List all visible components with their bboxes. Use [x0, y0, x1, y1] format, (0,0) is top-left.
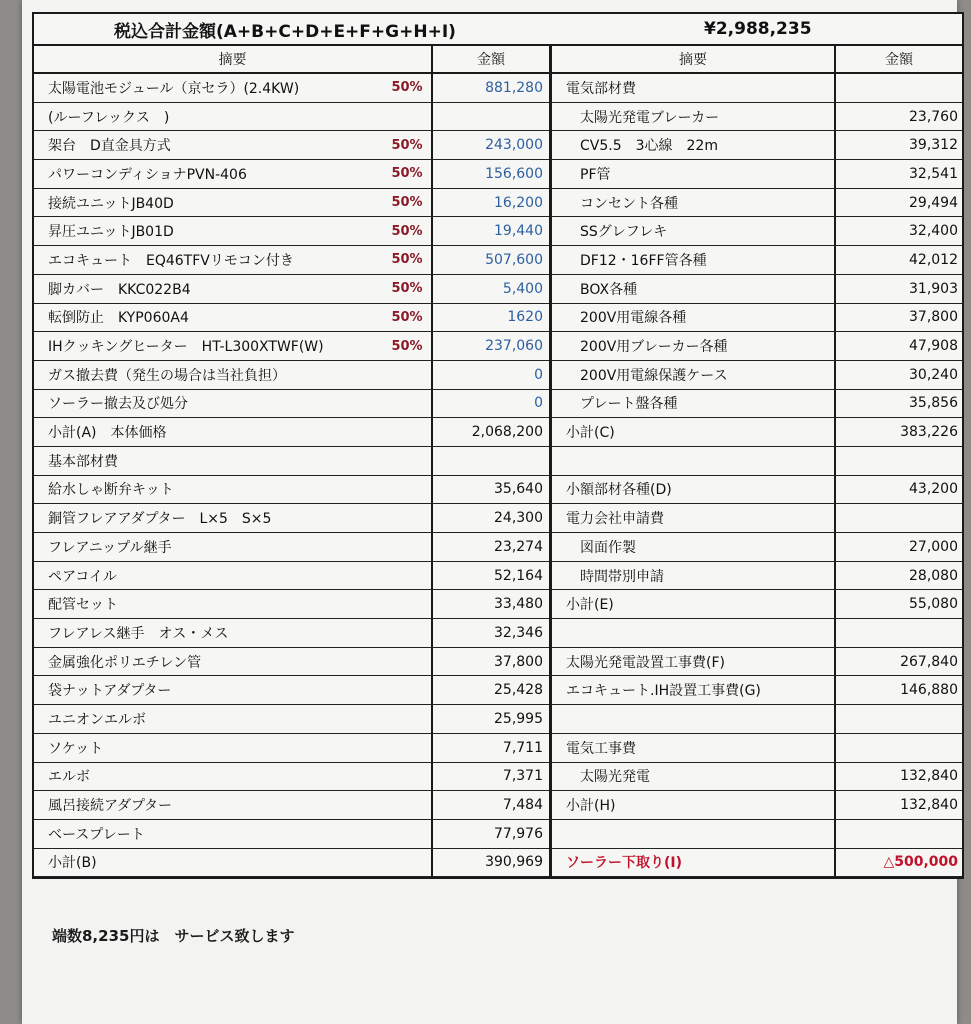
- item-amount: [834, 447, 962, 475]
- item-description: 風呂接続アダプター: [48, 798, 173, 815]
- table-row: [34, 533, 549, 562]
- table-row: [552, 763, 962, 792]
- table-row: [34, 676, 549, 705]
- table-row: [552, 418, 962, 447]
- right-column: [552, 46, 962, 877]
- total-label: 税込合計金額(A+B+C+D+E+F+G+H+I): [114, 21, 456, 42]
- item-amount: 27,000: [834, 533, 962, 561]
- item-amount: 267,840: [834, 648, 962, 676]
- item-description: 小計(E): [566, 597, 614, 614]
- discount-rate: 50%: [391, 137, 423, 153]
- item-amount: 881,280: [431, 74, 549, 102]
- item-description: ベースプレート: [48, 826, 145, 843]
- table-row: [34, 820, 549, 849]
- table-row: [552, 791, 962, 820]
- table-row: [552, 676, 962, 705]
- table-row: [552, 361, 962, 390]
- left-header-amount: 金額: [431, 46, 549, 72]
- item-description: 転倒防止 KYP060A4: [48, 310, 189, 327]
- table-row: [552, 820, 962, 849]
- item-amount: 77,976: [431, 820, 549, 848]
- item-description: 脚カバー KKC022B4: [48, 281, 191, 298]
- item-description: 小計(C): [566, 425, 615, 442]
- table-row: [34, 246, 549, 275]
- item-description: 200V用電線保護ケース: [580, 367, 728, 384]
- item-description: 太陽光発電: [580, 769, 650, 786]
- item-amount: 32,346: [431, 619, 549, 647]
- item-amount: 23,274: [431, 533, 549, 561]
- item-amount: [431, 447, 549, 475]
- table-row: [552, 246, 962, 275]
- table-row: [552, 504, 962, 533]
- item-amount: 1620: [431, 304, 549, 332]
- item-amount: 37,800: [431, 648, 549, 676]
- item-description: SSグレフレキ: [580, 224, 668, 241]
- table-row: [34, 189, 549, 218]
- item-description: 電気部材費: [566, 80, 636, 97]
- discount-rate: 50%: [391, 338, 423, 354]
- item-amount: 39,312: [834, 131, 962, 159]
- item-description: ソケット: [48, 740, 104, 757]
- item-amount: 7,484: [431, 791, 549, 819]
- item-amount: 0: [431, 361, 549, 389]
- item-description: DF12・16FF管各種: [580, 252, 707, 269]
- table-row: [34, 74, 549, 103]
- item-description: 小額部材各種(D): [566, 482, 672, 499]
- table-row: [552, 849, 962, 878]
- item-description: 金属強化ポリエチレン管: [48, 654, 202, 671]
- table-row: [34, 361, 549, 390]
- item-amount: 24,300: [431, 504, 549, 532]
- item-amount: 132,840: [834, 763, 962, 791]
- item-description: 電力会社申請費: [566, 511, 664, 528]
- item-amount: 55,080: [834, 590, 962, 618]
- right-header: [552, 46, 962, 74]
- discount-rate: 50%: [391, 281, 423, 297]
- item-description: 配管セット: [48, 597, 118, 614]
- discount-rate: 50%: [391, 166, 423, 182]
- table-row: [552, 304, 962, 333]
- left-header-desc: 摘要: [218, 52, 247, 68]
- discount-rate: 50%: [391, 309, 423, 325]
- table-row: [552, 217, 962, 246]
- item-description: 太陽光発電ブレーカー: [580, 109, 720, 126]
- item-amount: 32,541: [834, 160, 962, 188]
- discount-rate: 50%: [391, 223, 423, 239]
- discount-rate: 50%: [391, 195, 423, 211]
- item-amount: 25,995: [431, 705, 549, 733]
- item-amount: [431, 103, 549, 131]
- item-amount: 32,400: [834, 217, 962, 245]
- table-row: [552, 74, 962, 103]
- item-amount: 25,428: [431, 676, 549, 704]
- table-row: [552, 390, 962, 419]
- item-amount: 37,800: [834, 304, 962, 332]
- item-amount: 33,480: [431, 590, 549, 618]
- item-amount: 43,200: [834, 476, 962, 504]
- item-description: フレアレス継手 オス・メス: [48, 625, 229, 642]
- table-row: [552, 447, 962, 476]
- item-description: 電気工事費: [566, 740, 636, 757]
- item-description: 銅管フレアアダプター L×5 S×5: [48, 511, 272, 528]
- item-amount: 237,060: [431, 332, 549, 360]
- table-row: [34, 447, 549, 476]
- item-description: ペアコイル: [48, 568, 117, 585]
- item-amount: 132,840: [834, 791, 962, 819]
- table-row: [552, 533, 962, 562]
- table-row: [34, 103, 549, 132]
- item-amount: 16,200: [431, 189, 549, 217]
- title-row: [34, 14, 962, 46]
- item-description: 給水しゃ断弁キット: [48, 482, 174, 499]
- table-row: [34, 390, 549, 419]
- table-row: [552, 619, 962, 648]
- item-description: PF管: [580, 166, 611, 183]
- left-header: [34, 46, 549, 74]
- item-amount: 507,600: [431, 246, 549, 274]
- total-amount: ¥2,988,235: [704, 19, 812, 39]
- paper-sheet: [22, 0, 957, 1024]
- item-amount: 5,400: [431, 275, 549, 303]
- item-description: ガス撤去費（発生の場合は当社負担）: [48, 367, 286, 384]
- footer-note: 端数8,235円は サービス致します: [52, 927, 295, 945]
- item-amount: 2,068,200: [431, 418, 549, 446]
- table-row: [552, 734, 962, 763]
- table-row: [34, 734, 549, 763]
- item-description: 図面作製: [580, 539, 636, 556]
- discount-rate: 50%: [391, 252, 423, 268]
- table-row: [34, 332, 549, 361]
- item-amount: 30,240: [834, 361, 962, 389]
- item-amount: 390,969: [431, 849, 549, 877]
- item-amount: 31,903: [834, 275, 962, 303]
- table-row: [552, 648, 962, 677]
- right-header-desc: 摘要: [679, 52, 707, 68]
- item-amount: [834, 504, 962, 532]
- item-amount: [834, 705, 962, 733]
- item-description: 太陽光発電設置工事費(F): [566, 654, 725, 671]
- table-row: [34, 131, 549, 160]
- item-description: 太陽電池モジュール（京セラ）(2.4KW): [48, 80, 300, 97]
- table-row: [34, 619, 549, 648]
- item-amount: 29,494: [834, 189, 962, 217]
- item-amount: 383,226: [834, 418, 962, 446]
- item-amount: 7,371: [431, 763, 549, 791]
- table-row: [34, 562, 549, 591]
- table-row: [34, 849, 549, 878]
- item-amount: [834, 74, 962, 102]
- item-amount: 28,080: [834, 562, 962, 590]
- table-row: [552, 476, 962, 505]
- item-description: パワーコンディショナPVN-406: [48, 166, 247, 183]
- item-description: エルボ: [48, 769, 90, 786]
- item-amount: 156,600: [431, 160, 549, 188]
- item-description: BOX各種: [580, 281, 638, 298]
- table-row: [34, 217, 549, 246]
- item-description: コンセント各種: [580, 195, 678, 212]
- item-amount: [834, 619, 962, 647]
- item-amount: 35,640: [431, 476, 549, 504]
- item-description: 200V用ブレーカー各種: [580, 339, 728, 356]
- table-row: [34, 590, 549, 619]
- item-description: (ルーフレックス ): [48, 109, 170, 126]
- table-row: [552, 189, 962, 218]
- item-description: プレート盤各種: [580, 396, 678, 413]
- item-description: ユニオンエルボ: [48, 711, 146, 728]
- item-description: 基本部材費: [48, 453, 118, 470]
- item-amount: 23,760: [834, 103, 962, 131]
- item-description: 小計(B): [48, 855, 97, 872]
- item-description: CV5.5 3心線 22m: [580, 138, 718, 155]
- item-description: 接続ユニットJB40D: [48, 195, 174, 212]
- right-header-amount: 金額: [834, 46, 962, 72]
- item-description: フレアニップル継手: [48, 539, 172, 556]
- item-amount: 7,711: [431, 734, 549, 762]
- table-row: [34, 304, 549, 333]
- item-description: 袋ナットアダプター: [48, 683, 172, 700]
- item-description: ソーラー撤去及び処分: [48, 396, 188, 413]
- item-description: IHクッキングヒーター HT-L300XTWF(W): [48, 339, 324, 356]
- item-amount: 146,880: [834, 676, 962, 704]
- estimate-table: [32, 12, 964, 879]
- item-amount: △500,000: [834, 849, 962, 877]
- item-description: 200V用電線各種: [580, 310, 687, 327]
- table-row: [552, 332, 962, 361]
- table-row: [552, 562, 962, 591]
- item-description: 架台 D直金具方式: [48, 138, 171, 155]
- item-description: 昇圧ユニットJB01D: [48, 224, 174, 241]
- table-row: [34, 476, 549, 505]
- table-row: [34, 418, 549, 447]
- table-row: [552, 705, 962, 734]
- item-description: 小計(A) 本体価格: [48, 425, 167, 442]
- item-amount: 35,856: [834, 390, 962, 418]
- discount-rate: 50%: [391, 80, 423, 96]
- item-description: 小計(H): [566, 798, 616, 815]
- item-description: 時間帯別申請: [580, 568, 664, 585]
- table-row: [34, 791, 549, 820]
- item-amount: 0: [431, 390, 549, 418]
- table-row: [34, 705, 549, 734]
- item-amount: [834, 820, 962, 848]
- left-column: [34, 46, 552, 877]
- item-amount: 19,440: [431, 217, 549, 245]
- table-row: [34, 160, 549, 189]
- item-amount: 243,000: [431, 131, 549, 159]
- item-description: エコキュート.IH設置工事費(G): [566, 683, 761, 700]
- item-description: ソーラー下取り(I): [566, 855, 683, 872]
- item-amount: 52,164: [431, 562, 549, 590]
- table-row: [34, 275, 549, 304]
- table-row: [552, 590, 962, 619]
- item-description: エコキュート EQ46TFVリモコン付き: [48, 252, 294, 269]
- item-amount: 42,012: [834, 246, 962, 274]
- table-row: [552, 160, 962, 189]
- table-row: [34, 504, 549, 533]
- item-amount: 47,908: [834, 332, 962, 360]
- table-row: [552, 275, 962, 304]
- table-row: [34, 648, 549, 677]
- table-row: [552, 131, 962, 160]
- table-row: [34, 763, 549, 792]
- item-amount: [834, 734, 962, 762]
- table-row: [552, 103, 962, 132]
